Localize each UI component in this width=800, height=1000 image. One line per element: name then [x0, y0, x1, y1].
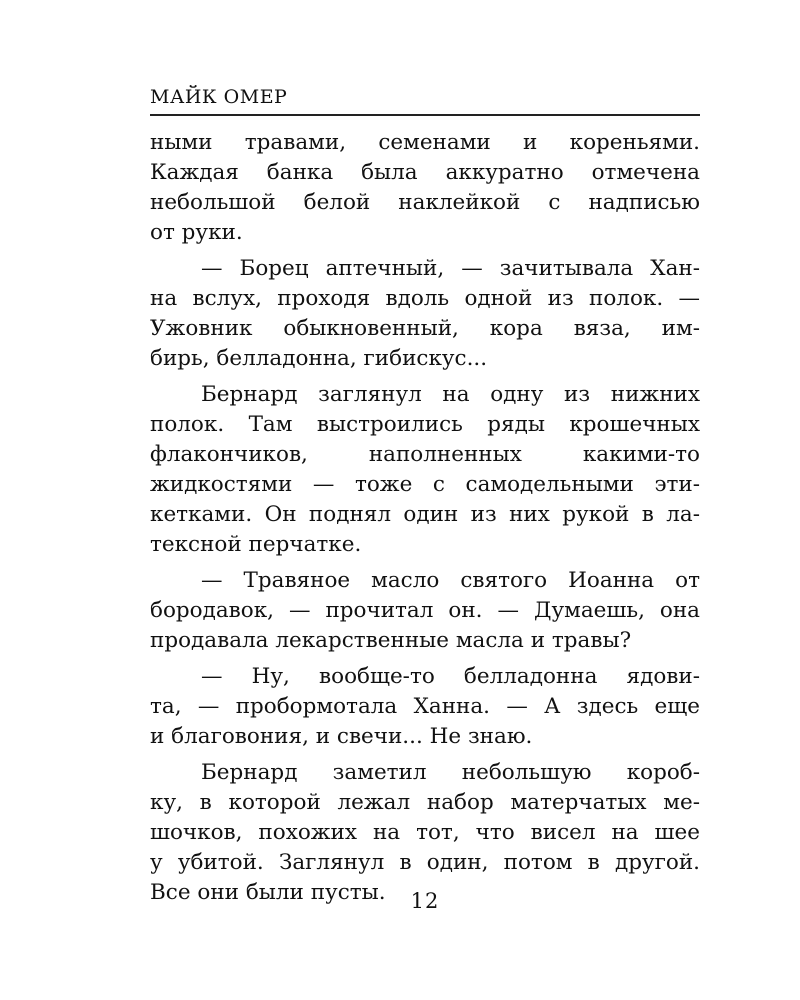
text-line: бородавок, — прочитал он. — Думаешь, она — [150, 598, 700, 623]
paragraph — [150, 566, 700, 656]
text-line: полок. Там выстроились ряды крошечных — [150, 412, 700, 437]
text-line: от руки. — [150, 220, 243, 245]
text-line: Каждая банка была аккуратно отмечена — [150, 160, 700, 185]
text-line: флакончиков, наполненных какими-то — [150, 442, 700, 467]
header-author: МАЙК ОМЕР — [150, 86, 288, 108]
text-line: — Ну, вообще-то белладонна ядови- — [201, 664, 700, 689]
paragraph — [150, 128, 700, 248]
text-line: у убитой. Заглянул в один, потом в другой. — [150, 850, 700, 875]
text-line: Бернард заглянул на одну из нижних — [201, 382, 700, 407]
text-line: Все они были пусты. — [150, 880, 386, 905]
text-line: шочков, похожих на тот, что висел на шее — [150, 820, 700, 845]
text-line: та, — пробормотала Ханна. — А здесь еще — [150, 694, 700, 719]
text-line: продавала лекарственные масла и травы? — [150, 628, 632, 653]
text-line: бирь, белладонна, гибискус... — [150, 346, 488, 371]
text-line: — Травяное масло святого Иоанна от — [201, 568, 700, 593]
running-header — [150, 86, 700, 116]
text-line: тексной перчатке. — [150, 532, 362, 557]
text-line: небольшой белой наклейкой с надписью — [150, 190, 700, 215]
paragraph — [150, 662, 700, 752]
text-line: Ужовник обыкновенный, кора вяза, им- — [150, 316, 700, 341]
body-text — [150, 128, 700, 908]
text-line: на вслух, проходя вдоль одной из полок. — — [150, 286, 700, 311]
text-line: ку, в которой лежал набор матерчатых ме- — [150, 790, 700, 815]
paragraph — [150, 758, 700, 908]
paragraph — [150, 254, 700, 374]
page-number: 12 — [410, 889, 440, 913]
text-line: и благовония, и свечи... Не знаю. — [150, 724, 533, 749]
text-line: кетками. Он поднял один из них рукой в ла- — [150, 502, 700, 527]
text-line: жидкостями — тоже с самодельными эти- — [150, 472, 700, 497]
paragraph — [150, 380, 700, 560]
text-line: — Борец аптечный, — зачитывала Хан- — [201, 256, 700, 281]
text-line: ными травами, семенами и кореньями. — [150, 130, 700, 155]
text-line: Бернард заметил небольшую короб- — [201, 760, 700, 785]
